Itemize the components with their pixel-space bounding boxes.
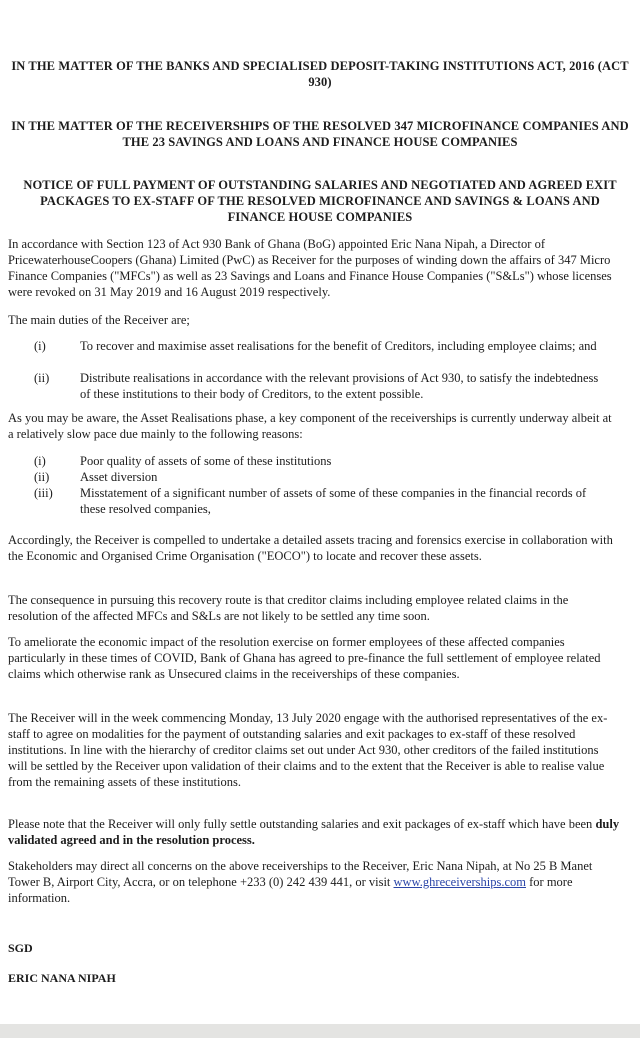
stakeholders-paragraph [8, 858, 620, 906]
reason-number: (i) [34, 454, 46, 468]
intro-paragraph: In accordance with Section 123 of Act 930 Bank of Ghana (BoG) appointed Eric Nana Nipah, a Director of PricewaterhouseCoopers (Ghana) Limited (PwC) as Receiver for the purposes of winding down the affairs of 347 Micro Finance Companies ("MFCs") as well as 23 Savings and Loans and Finance House Companies ("S&Ls") whose licenses were revoked on 31 May 2019 and 16 August 2019 respectively. [8, 237, 612, 299]
stakeholders-text-end: for more information. [8, 875, 573, 905]
please-note-emphasis: duly validated agreed and in the resolution process. [8, 817, 620, 847]
duty-text: Distribute realisations in accordance with the relevant provisions of Act 930, to satisfy the indebtedness of these institutions to their body of Creditors, to the extent possible. [80, 371, 599, 401]
reason-number: (iii) [34, 486, 53, 500]
heading-notice-title: NOTICE OF FULL PAYMENT OF OUTSTANDING SALARIES AND NEGOTIATED AND AGREED EXIT PACKAGES TO EX-STAFF OF THE RESOLVED MICROFINANCE AND SAVINGS & LOANS AND FINANCE HOUSE COMPANIES [23, 178, 617, 224]
reason-text: Asset diversion [80, 470, 158, 484]
duties-intro: The main duties of the Receiver are; [8, 313, 190, 327]
page-bottom-edge [0, 1024, 640, 1038]
signature-sgd: SGD [8, 941, 33, 955]
accordingly-paragraph: Accordingly, the Receiver is compelled to undertake a detailed assets tracing and forensics exercise in collaboration with the Economic and Organised Crime Organisation ("EOCO") to locate and recover these assets. [8, 533, 613, 563]
receiver-week-paragraph: The Receiver will in the week commencing Monday, 13 July 2020 engage with the authorised representatives of the ex-staff to agree on modalities for the payment of outstanding salaries and exit packages to ex-staff of these resolved institutions. In line with the hierarchy of creditor claims set out under Act 930, other creditors of the failed institutions will be settled by the Receiver upon validation of their claims and to the extent that the Receiver is able to realise value from the remaining assets of these institutions. [8, 711, 608, 789]
reason-text: Misstatement of a significant number of assets of some of these companies in the financial records of these resolved companies, [80, 486, 587, 516]
ameliorate-paragraph: To ameliorate the economic impact of the resolution exercise on former employees of these affected companies particularly in these times of COVID, Bank of Ghana has agreed to pre-finance the full settlement of employee related claims which otherwise rank as Unsecured claims in the receiverships of these companies. [8, 635, 601, 681]
consequence-paragraph: The consequence in pursuing this recovery route is that creditor claims including employee related claims in the resolution of the affected MFCs and S&Ls are not likely to be settled any time soon. [8, 593, 569, 623]
reason-text: Poor quality of assets of some of these institutions [80, 454, 332, 468]
please-note-text: Please note that the Receiver will only fully settle outstanding salaries and exit packages of ex-staff which have been [8, 817, 596, 831]
signatory-name: ERIC NANA NIPAH [8, 971, 116, 985]
heading-receiverships: IN THE MATTER OF THE RECEIVERSHIPS OF THE RESOLVED 347 MICROFINANCE COMPANIES AND THE 23 SAVINGS AND LOANS AND FINANCE HOUSE COMPANIES [11, 119, 629, 149]
realisation-intro: As you may be aware, the Asset Realisations phase, a key component of the receiverships is currently underway albeit at a relatively slow pace due mainly to the following reasons: [8, 411, 612, 441]
please-note-paragraph [8, 816, 620, 848]
reason-number: (ii) [34, 470, 50, 484]
website-link[interactable]: www.ghreceiverships.com [393, 875, 526, 889]
duty-number: (i) [34, 339, 46, 353]
duty-number: (ii) [34, 371, 50, 385]
duty-text: To recover and maximise asset realisations for the benefit of Creditors, including employee claims; and [80, 339, 597, 353]
stakeholders-text: Stakeholders may direct all concerns on the above receiverships to the Receiver, Eric Nana Nipah, at No 25 B Manet Tower B, Airport City, Accra, or on telephone +233 (0) 242 439 441, or visit [8, 859, 593, 889]
heading-act-930: IN THE MATTER OF THE BANKS AND SPECIALISED DEPOSIT-TAKING INSTITUTIONS ACT, 2016 (ACT 930) [11, 59, 629, 89]
